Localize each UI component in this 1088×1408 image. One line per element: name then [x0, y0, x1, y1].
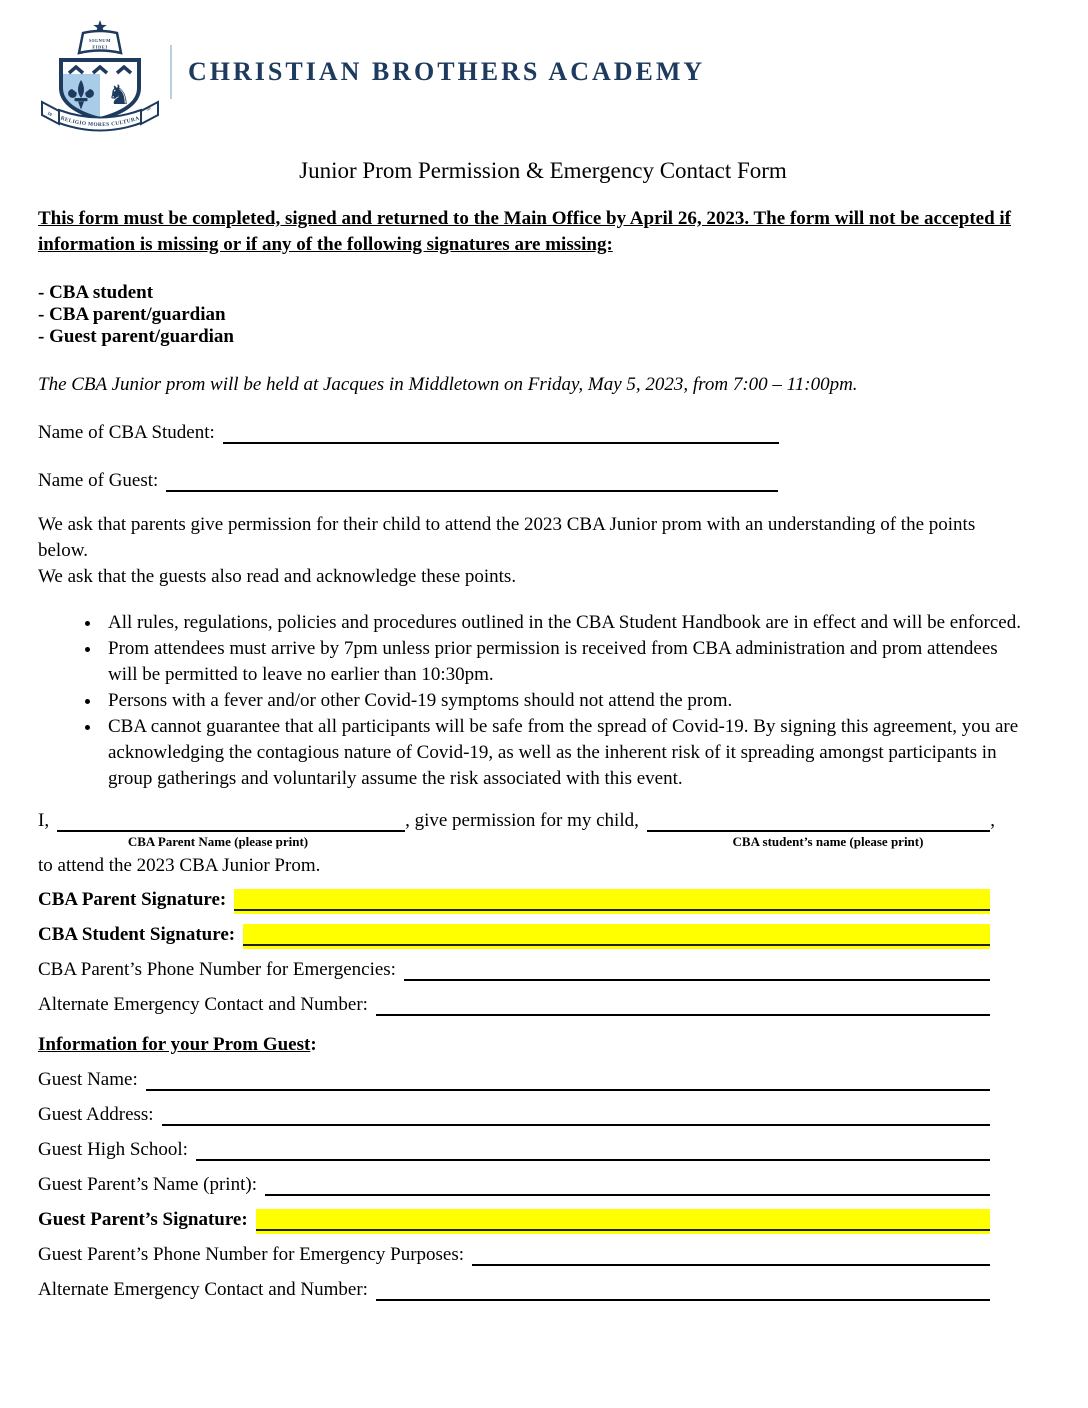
crest-year-right: 59	[145, 105, 152, 112]
permission-intro-line2: We ask that the guests also read and acknowledge these points.	[38, 566, 517, 587]
permission-closing: to attend the 2023 CBA Junior Prom.	[38, 855, 321, 876]
guest-alternate-contact-input[interactable]	[376, 1279, 990, 1301]
guest-parent-name-input[interactable]	[265, 1174, 990, 1196]
guest-parent-phone-input[interactable]	[472, 1244, 990, 1266]
name-of-guest-input[interactable]	[166, 470, 778, 492]
cba-alternate-contact-label: Alternate Emergency Contact and Number:	[38, 994, 368, 1015]
school-crest	[38, 18, 162, 132]
field-cba-student-signature	[38, 924, 990, 946]
permission-middle: , give permission for my child,	[405, 810, 639, 831]
prom-rule-item: • Persons with a fever and/or other Covid-19 symptoms should not attend the prom.	[102, 688, 1024, 714]
shield	[59, 58, 141, 122]
cba-student-signature-label: CBA Student Signature:	[38, 924, 236, 945]
cba-parent-name-input[interactable]	[57, 810, 405, 832]
horse-icon: ♞	[106, 80, 132, 111]
guest-parent-phone-label: Guest Parent’s Phone Number for Emergency Purposes:	[38, 1244, 465, 1265]
guest-parent-name-label: Guest Parent’s Name (print):	[38, 1174, 257, 1195]
crest-year-left: 18	[46, 110, 53, 118]
deadline-notice: This form must be completed, signed and returned to the Main Office by April 26, 2023. The form will not be accepted if information is missing or if any of the following signatures are missing:	[38, 208, 1011, 255]
prom-rule-item: • CBA cannot guarantee that all participants will be safe from the spread of Covid-19. By signing this agreement, you are acknowledging the contagious nature of Covid-19, as well as the inherent risk of it spreading amongst participants in group gatherings and voluntarily assume the risk associated with this event.	[102, 714, 1024, 792]
cba-student-name-input[interactable]	[647, 810, 990, 832]
cba-alternate-contact-input[interactable]	[376, 994, 990, 1016]
cba-parent-signature-label: CBA Parent Signature:	[38, 889, 227, 910]
name-of-guest-label: Name of Guest:	[38, 470, 159, 491]
mitre-banner	[79, 31, 121, 53]
header-divider	[170, 45, 172, 99]
required-signature-item: - CBA parent/guardian	[38, 304, 226, 325]
name-of-cba-student-label: Name of CBA Student:	[38, 422, 215, 443]
blank-captions	[38, 834, 1048, 850]
guest-address-label: Guest Address:	[38, 1104, 154, 1125]
guest-parent-signature-input[interactable]	[256, 1209, 990, 1231]
field-guest-parent-phone	[38, 1244, 990, 1266]
required-signature-item: - CBA student	[38, 282, 154, 303]
field-guest-name	[38, 1069, 990, 1091]
cba-parent-signature-input[interactable]	[234, 889, 990, 911]
guest-high-school-label: Guest High School:	[38, 1139, 188, 1160]
permission-statement-row	[38, 810, 995, 832]
field-guest-address	[38, 1104, 990, 1126]
prom-rules-list	[38, 610, 1024, 792]
cba-student-signature-input[interactable]	[243, 924, 990, 946]
field-name-of-cba-student	[38, 422, 1048, 444]
field-guest-alternate-contact	[38, 1279, 990, 1301]
guest-section-heading: Information for your Prom Guest:	[38, 1034, 317, 1055]
cba-parent-phone-input[interactable]	[404, 959, 990, 981]
permission-intro	[38, 512, 1028, 590]
form-title: Junior Prom Permission & Emergency Contact Form	[299, 158, 787, 183]
guest-alternate-contact-label: Alternate Emergency Contact and Number:	[38, 1279, 368, 1300]
school-name: CHRISTIAN BROTHERS ACADEMY	[188, 57, 706, 86]
field-guest-parent-signature	[38, 1209, 990, 1231]
prom-rule-item: • All rules, regulations, policies and procedures outlined in the CBA Student Handbook are in effect and will be enforced.	[102, 610, 1024, 636]
field-guest-high-school	[38, 1139, 990, 1161]
crest-motto-top-line2: FIDEI	[92, 44, 108, 50]
guest-address-input[interactable]	[162, 1104, 990, 1126]
guest-high-school-input[interactable]	[196, 1139, 990, 1161]
cba-signature-fields	[38, 889, 990, 1301]
guest-name-input[interactable]	[146, 1069, 990, 1091]
prom-rule-item: • Prom attendees must arrive by 7pm unless prior permission is received from CBA administration and prom attendees will be permitted to leave no earlier than 10:30pm.	[102, 636, 1024, 688]
parent-name-caption: CBA Parent Name (please print)	[127, 834, 309, 849]
permission-suffix: ,	[990, 810, 995, 831]
student-name-caption: CBA student’s name (please print)	[732, 834, 924, 849]
event-details: The CBA Junior prom will be held at Jacques in Middletown on Friday, May 5, 2023, from 7:00 – 11:00pm.	[38, 374, 858, 395]
crest-motto-top-line1: SIGNUM	[89, 38, 111, 43]
guest-name-label: Guest Name:	[38, 1069, 138, 1090]
name-of-cba-student-input[interactable]	[223, 422, 779, 444]
field-name-of-guest	[38, 470, 1048, 492]
crest-ribbon-text: RELIGIO MORES CULTURA	[59, 115, 141, 129]
required-signatures-list	[38, 282, 1048, 348]
field-cba-parent-signature	[38, 889, 990, 911]
field-guest-parent-name	[38, 1174, 990, 1196]
field-cba-parent-phone	[38, 959, 990, 981]
permission-prefix: I,	[38, 810, 50, 831]
required-signature-item: - Guest parent/guardian	[38, 326, 235, 347]
permission-intro-line1: We ask that parents give permission for their child to attend the 2023 CBA Junior prom with an understanding of the points below.	[38, 514, 976, 561]
cba-parent-phone-label: CBA Parent’s Phone Number for Emergencies:	[38, 959, 396, 980]
field-cba-alternate-contact	[38, 994, 990, 1016]
guest-parent-signature-label: Guest Parent’s Signature:	[38, 1209, 248, 1230]
letterhead	[38, 18, 1048, 132]
